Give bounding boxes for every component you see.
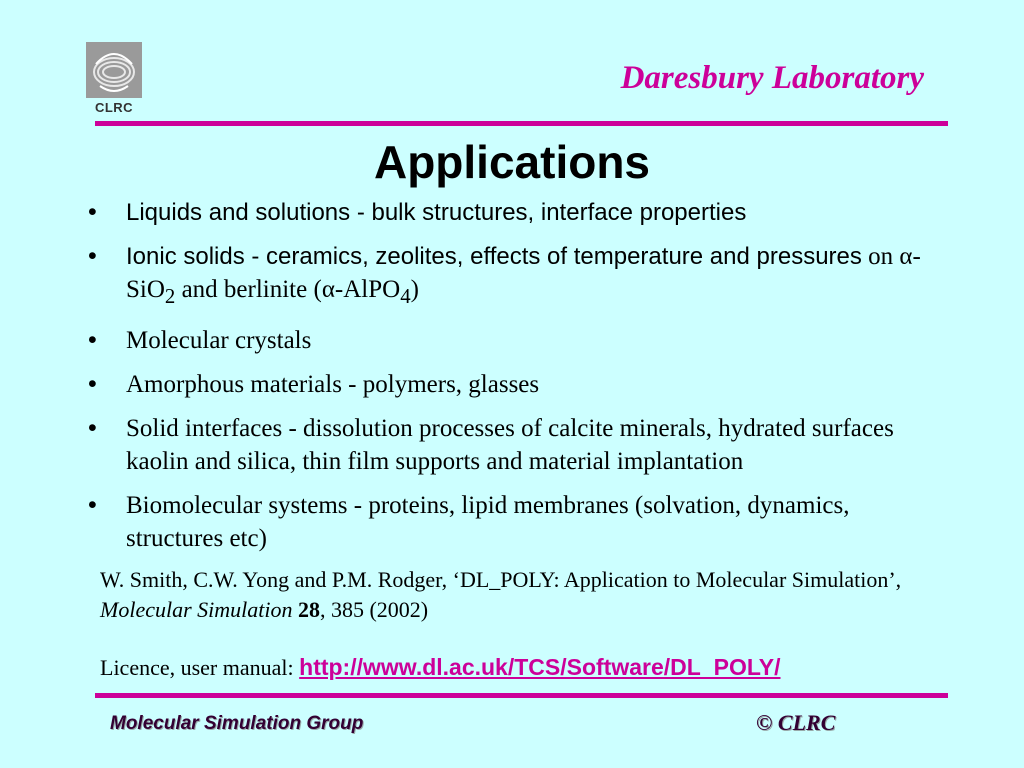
bullet-dot: • bbox=[88, 326, 97, 354]
alpo-formula: -AlPO bbox=[334, 276, 401, 303]
reference-authors: W. Smith, C.W. Yong and P.M. Rodger, ‘DL_POLY: Application to Molecular Simulation’, bbox=[100, 567, 902, 592]
clrc-logo bbox=[86, 42, 142, 118]
alpha-symbol: α bbox=[321, 276, 335, 303]
org-title: Daresbury Laboratory bbox=[620, 60, 924, 96]
bullet-text-on: on bbox=[861, 243, 900, 270]
bullet-list bbox=[88, 196, 948, 566]
bullet-text: Amorphous materials - polymers, glasses bbox=[126, 371, 540, 398]
bullet-text: Liquids and solutions - bulk structures, interface properties bbox=[126, 199, 747, 226]
reference-citation bbox=[100, 565, 950, 625]
footer-group-name: Molecular Simulation Group bbox=[110, 713, 364, 734]
reference-pages: , 385 (2002) bbox=[319, 597, 429, 622]
bullet-dot: • bbox=[88, 242, 97, 270]
bullet-dot: • bbox=[88, 414, 97, 442]
bullet-item bbox=[88, 240, 948, 313]
reference-volume: 28 bbox=[297, 597, 320, 622]
bullet-dot: • bbox=[88, 198, 97, 226]
berlinite-text: and berlinite ( bbox=[175, 276, 322, 303]
bullet-item bbox=[88, 368, 948, 401]
alpo-subscript: 4 bbox=[400, 284, 411, 308]
bullet-dot: • bbox=[88, 370, 97, 398]
bullet-text: Ionic solids - ceramics, zeolites, effects of temperature and pressures bbox=[126, 243, 862, 270]
bullet-text: Solid interfaces - dissolution processes of calcite minerals, hydrated surfaces kaolin and silica, thin film supports and material implantation bbox=[126, 415, 894, 475]
licence-link[interactable]: http://www.dl.ac.uk/TCS/Software/DL_POLY/ bbox=[299, 654, 781, 680]
sio-subscript: 2 bbox=[164, 284, 176, 308]
bullet-item bbox=[88, 196, 948, 229]
licence-label: Licence, user manual: bbox=[100, 655, 300, 680]
sio-formula: -SiO bbox=[126, 243, 921, 303]
footer-divider bbox=[95, 693, 948, 698]
reference-journal: Molecular Simulation bbox=[100, 597, 293, 622]
alpha-symbol: α bbox=[899, 243, 913, 270]
close-paren: ) bbox=[410, 276, 419, 303]
bullet-dot: • bbox=[88, 491, 97, 519]
bullet-item bbox=[88, 489, 948, 555]
header-divider bbox=[95, 121, 948, 126]
bullet-item bbox=[88, 412, 948, 478]
slide-title: Applications bbox=[373, 136, 651, 188]
logo-text: CLRC bbox=[94, 100, 134, 115]
bullet-item bbox=[88, 324, 948, 357]
clrc-logo-mark bbox=[86, 42, 142, 98]
bullet-text: Biomolecular systems - proteins, lipid membranes (solvation, dynamics, structures etc) bbox=[126, 492, 850, 552]
bullet-text: Molecular crystals bbox=[126, 327, 312, 354]
footer-copyright: © CLRC bbox=[756, 710, 836, 735]
licence-line bbox=[100, 654, 781, 681]
